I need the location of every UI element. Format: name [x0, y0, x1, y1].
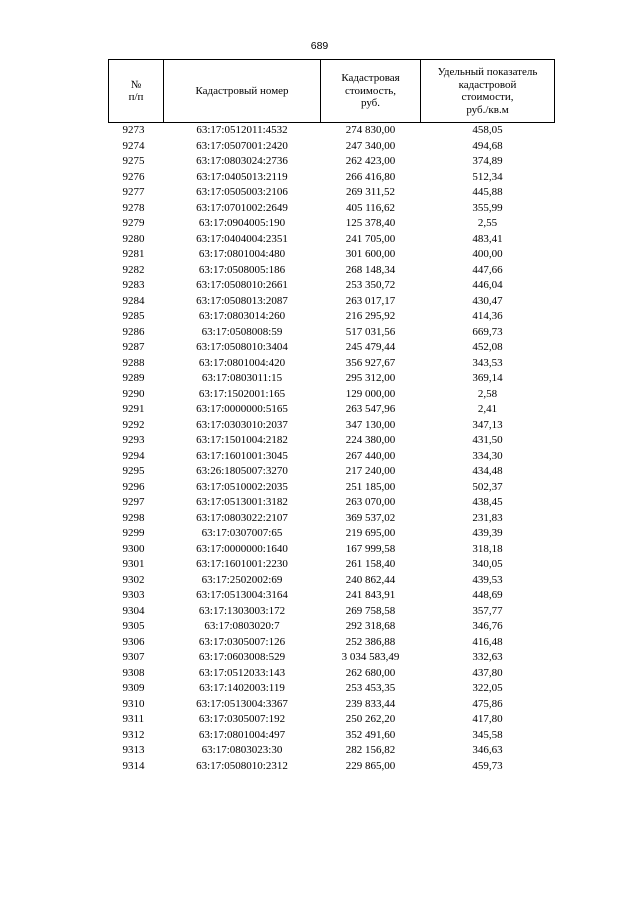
row-number: 9290 — [122, 387, 145, 400]
table-row — [109, 681, 555, 697]
table-row — [109, 573, 555, 589]
specific-rate: 439,53 — [472, 573, 503, 586]
row-number: 9281 — [122, 248, 145, 260]
cadastral-cost: 274 830,00 — [345, 124, 396, 136]
table-row — [109, 511, 555, 527]
row-number: 9295 — [122, 465, 145, 477]
table-row — [109, 418, 555, 434]
cadastral-number: 63:17:0801004:420 — [198, 356, 286, 369]
cadastral-cost: 240 862,44 — [345, 573, 396, 586]
cadastral-cost: 295 312,00 — [345, 372, 396, 384]
table-row — [109, 526, 555, 542]
cadastral-cost: 219 695,00 — [345, 527, 396, 539]
row-number: 9308 — [122, 666, 145, 679]
cadastral-cost: 263 017,17 — [345, 294, 396, 307]
table-row — [109, 123, 555, 139]
cadastral-number: 63:17:1402003:119 — [199, 682, 285, 694]
specific-rate: 357,77 — [472, 604, 503, 617]
row-number: 9274 — [122, 139, 145, 152]
cadastral-cost: 241 843,91 — [345, 589, 396, 601]
cadastral-number: 63:17:1502001:165 — [198, 387, 286, 400]
table-row — [109, 278, 555, 294]
cadastral-cost: 262 680,00 — [345, 666, 396, 679]
cadastral-cost: 129 000,00 — [345, 387, 396, 400]
cadastral-cost: 3 034 583,49 — [341, 651, 400, 663]
header-number-line: № — [130, 78, 142, 91]
header-specific-rate — [421, 60, 555, 123]
specific-rate: 322,05 — [472, 682, 503, 694]
specific-rate: 345,58 — [472, 728, 503, 741]
cadastral-cost: 167 999,58 — [345, 542, 396, 555]
cadastral-number: 63:17:0801004:497 — [198, 728, 286, 741]
specific-rate: 374,89 — [472, 155, 503, 167]
specific-rate: 416,48 — [472, 635, 503, 648]
specific-rate: 414,36 — [472, 310, 503, 322]
row-number: 9291 — [122, 403, 145, 415]
table-row — [109, 495, 555, 511]
header-rate-line: Удельный показатель — [437, 66, 538, 78]
row-number: 9289 — [122, 372, 145, 384]
table-row — [109, 604, 555, 620]
cadastral-cost: 252 386,88 — [345, 635, 396, 648]
specific-rate: 369,14 — [472, 372, 503, 384]
specific-rate: 347,13 — [472, 418, 503, 431]
table-row — [109, 480, 555, 496]
cadastral-cost: 405 116,62 — [345, 201, 396, 214]
cadastral-cost: 263 070,00 — [345, 496, 396, 508]
specific-rate: 340,05 — [472, 558, 503, 570]
specific-rate: 400,00 — [472, 248, 503, 260]
cadastral-cost: 268 148,34 — [345, 263, 396, 276]
row-number: 9286 — [122, 325, 145, 338]
cadastral-cost: 229 865,00 — [345, 759, 396, 772]
table-row — [109, 557, 555, 573]
table-body — [109, 123, 555, 775]
cadastral-number: 63:17:0803011:15 — [201, 372, 283, 384]
row-number: 9306 — [122, 635, 145, 648]
specific-rate: 417,80 — [472, 713, 503, 725]
row-number: 9300 — [122, 542, 145, 555]
header-cadastral-number: Кадастровый номер — [164, 60, 321, 123]
row-number: 9294 — [122, 449, 145, 462]
header-number — [109, 60, 164, 123]
cadastral-number: 63:17:1303003:172 — [198, 604, 286, 617]
row-number: 9298 — [122, 511, 145, 524]
row-number: 9288 — [122, 356, 145, 369]
specific-rate: 231,83 — [472, 511, 503, 524]
cadastral-cost: 239 833,44 — [345, 697, 396, 710]
cadastral-cost: 267 440,00 — [345, 449, 396, 462]
table-row — [109, 433, 555, 449]
specific-rate: 355,99 — [472, 201, 503, 214]
specific-rate: 475,86 — [472, 697, 503, 710]
cadastral-number: 63:17:0803014:260 — [198, 310, 286, 322]
header-rate-line: кадастровой — [458, 78, 517, 91]
row-number: 9283 — [122, 279, 145, 291]
cadastral-number: 63:17:0404004:2351 — [196, 232, 288, 245]
table-row — [109, 139, 555, 155]
table-row — [109, 356, 555, 372]
table-row — [109, 542, 555, 558]
cadastral-cost: 292 318,68 — [345, 620, 396, 632]
table-row — [109, 759, 555, 775]
specific-rate: 346,76 — [472, 620, 503, 632]
cadastral-number: 63:17:0305007:126 — [198, 635, 286, 648]
specific-rate: 334,30 — [472, 449, 503, 462]
row-number: 9311 — [122, 713, 145, 725]
row-number: 9282 — [122, 263, 145, 276]
row-number: 9276 — [122, 170, 145, 183]
specific-rate: 2,58 — [477, 387, 498, 400]
row-number: 9273 — [122, 124, 145, 136]
row-number: 9285 — [122, 310, 145, 322]
specific-rate: 494,68 — [472, 139, 503, 152]
cadastral-cost: 269 758,58 — [345, 604, 396, 617]
specific-rate: 445,88 — [472, 186, 503, 198]
cadastral-cost: 266 416,80 — [345, 170, 396, 183]
table-row — [109, 263, 555, 279]
table-row — [109, 666, 555, 682]
cadastral-value-table — [108, 59, 555, 774]
row-number: 9296 — [122, 480, 145, 493]
cadastral-cost: 245 479,44 — [345, 341, 396, 353]
specific-rate: 439,39 — [472, 527, 503, 539]
table-row — [109, 247, 555, 263]
row-number: 9301 — [122, 558, 145, 570]
row-number: 9313 — [122, 744, 145, 756]
cadastral-number: 63:17:2502002:69 — [201, 573, 283, 586]
table-row — [109, 232, 555, 248]
cadastral-number: 63:17:0801004:480 — [198, 248, 286, 260]
specific-rate: 2,55 — [477, 217, 498, 229]
cadastral-number: 63:17:0513004:3164 — [196, 589, 288, 601]
table-row — [109, 464, 555, 480]
table-row — [109, 216, 555, 232]
specific-rate: 343,53 — [472, 356, 503, 369]
row-number: 9292 — [122, 418, 145, 431]
specific-rate: 346,63 — [472, 744, 503, 756]
cadastral-number: 63:17:0303010:2037 — [196, 418, 288, 431]
cadastral-cost: 263 547,96 — [345, 403, 396, 415]
specific-rate: 512,34 — [472, 170, 503, 183]
cadastral-number: 63:17:0803024:2736 — [196, 155, 288, 167]
row-number: 9307 — [122, 651, 145, 663]
cadastral-cost: 352 491,60 — [345, 728, 396, 741]
table-header-row — [109, 60, 555, 123]
cadastral-cost: 262 423,00 — [345, 155, 396, 167]
table-row — [109, 340, 555, 356]
row-number: 9284 — [122, 294, 145, 307]
cadastral-cost: 253 453,35 — [345, 682, 396, 694]
cadastral-cost: 347 130,00 — [345, 418, 396, 431]
cadastral-number: 63:17:0508005:186 — [198, 263, 286, 276]
cadastral-cost: 282 156,82 — [345, 744, 396, 756]
specific-rate: 459,73 — [472, 759, 503, 772]
table-row — [109, 325, 555, 341]
specific-rate: 502,37 — [472, 480, 503, 493]
cadastral-number: 63:17:0803020:7 — [204, 620, 280, 632]
cadastral-cost: 247 340,00 — [345, 139, 396, 152]
cadastral-number: 63:17:0505003:2106 — [196, 186, 288, 198]
row-number: 9280 — [122, 232, 145, 245]
cadastral-cost: 125 378,40 — [345, 217, 396, 229]
specific-rate: 438,45 — [472, 496, 503, 508]
row-number: 9304 — [122, 604, 145, 617]
cadastral-number: 63:17:0803022:2107 — [196, 511, 288, 524]
cadastral-number: 63:17:0508010:2312 — [196, 759, 288, 772]
specific-rate: 458,05 — [472, 124, 503, 136]
header-rate-line: стоимости, — [461, 91, 514, 103]
row-number: 9310 — [122, 697, 145, 710]
cadastral-number: 63:17:1601001:3045 — [196, 449, 288, 462]
table-row — [109, 402, 555, 418]
table-row — [109, 635, 555, 651]
cadastral-number: 63:17:1601001:2230 — [196, 558, 288, 570]
table-row — [109, 728, 555, 744]
table-row — [109, 294, 555, 310]
table-row — [109, 170, 555, 186]
table-row — [109, 650, 555, 666]
cadastral-number: 63:17:0513004:3367 — [196, 697, 288, 710]
cadastral-cost: 356 927,67 — [345, 356, 396, 369]
cadastral-number: 63:17:0307007:65 — [201, 527, 283, 539]
header-cost-line: руб. — [360, 97, 381, 110]
header-rate-line: руб./кв.м — [466, 103, 509, 116]
table-row — [109, 712, 555, 728]
table-row — [109, 309, 555, 325]
row-number: 9302 — [122, 573, 145, 586]
row-number: 9277 — [122, 186, 145, 198]
cadastral-cost: 269 311,52 — [345, 186, 396, 198]
specific-rate: 448,69 — [472, 589, 503, 601]
specific-rate: 332,63 — [472, 651, 503, 663]
cadastral-cost: 369 537,02 — [345, 511, 396, 524]
table-row — [109, 588, 555, 604]
row-number: 9312 — [122, 728, 145, 741]
cadastral-number: 63:17:0508010:2661 — [196, 279, 288, 291]
table-row — [109, 201, 555, 217]
cadastral-cost: 250 262,20 — [345, 713, 396, 725]
cadastral-number: 63:17:0305007:192 — [198, 713, 286, 725]
table-row — [109, 619, 555, 635]
cadastral-cost: 261 158,40 — [345, 558, 396, 570]
cadastral-cost: 253 350,72 — [345, 279, 396, 291]
cadastral-number: 63:17:0000000:5165 — [196, 403, 288, 415]
row-number: 9278 — [122, 201, 145, 214]
cadastral-cost: 517 031,56 — [345, 325, 396, 338]
table-row — [109, 743, 555, 759]
specific-rate: 434,48 — [472, 465, 503, 477]
specific-rate: 318,18 — [472, 542, 503, 555]
cadastral-number: 63:17:0512033:143 — [198, 666, 286, 679]
specific-rate: 2,41 — [477, 403, 498, 415]
cadastral-number: 63:26:1805007:3270 — [196, 465, 288, 477]
header-number-line: п/п — [128, 91, 144, 103]
row-number: 9314 — [122, 759, 145, 772]
row-number: 9297 — [122, 496, 145, 508]
row-number: 9279 — [122, 217, 145, 229]
cadastral-number: 63:17:1501004:2182 — [196, 434, 288, 446]
header-cadastral-cost — [321, 60, 421, 123]
cadastral-number: 63:17:0904005:190 — [198, 217, 286, 229]
specific-rate: 669,73 — [472, 325, 503, 338]
specific-rate: 446,04 — [472, 279, 503, 291]
row-number: 9275 — [122, 155, 145, 167]
row-number: 9303 — [122, 589, 145, 601]
cadastral-number: 63:17:0405013:2119 — [196, 170, 288, 183]
row-number: 9305 — [122, 620, 145, 632]
cadastral-number: 63:17:0603008:529 — [198, 651, 286, 663]
cadastral-number: 63:17:0000000:1640 — [196, 542, 288, 555]
cadastral-cost: 251 185,00 — [345, 480, 396, 493]
specific-rate: 483,41 — [472, 232, 503, 245]
header-cost-line: Кадастровая — [341, 72, 400, 85]
cadastral-cost: 301 600,00 — [345, 248, 396, 260]
cadastral-number: 63:17:0803023:30 — [201, 744, 283, 756]
row-number: 9299 — [122, 527, 145, 539]
table-row — [109, 387, 555, 403]
cadastral-number: 63:17:0508010:3404 — [196, 341, 288, 353]
specific-rate: 437,80 — [472, 666, 503, 679]
cadastral-number: 63:17:0508008:59 — [201, 325, 283, 338]
specific-rate: 430,47 — [472, 294, 503, 307]
table-row — [109, 697, 555, 713]
table-row — [109, 371, 555, 387]
specific-rate: 447,66 — [472, 263, 503, 276]
row-number: 9309 — [122, 682, 145, 694]
table-row — [109, 449, 555, 465]
cadastral-number: 63:17:0508013:2087 — [196, 294, 288, 307]
cadastral-cost: 224 380,00 — [345, 434, 396, 446]
cadastral-number: 63:17:0701002:2649 — [196, 201, 288, 214]
specific-rate: 431,50 — [472, 434, 503, 446]
header-cost-line: стоимость, — [344, 84, 397, 97]
cadastral-number: 63:17:0513001:3182 — [196, 496, 288, 508]
page-number: 689 — [310, 40, 329, 52]
cadastral-cost: 241 705,00 — [345, 232, 396, 245]
cadastral-number: 63:17:0512011:4532 — [196, 124, 288, 136]
row-number: 9293 — [122, 434, 145, 446]
table-row — [109, 154, 555, 170]
cadastral-cost: 217 240,00 — [345, 465, 396, 477]
cadastral-cost: 216 295,92 — [345, 310, 396, 322]
table-row — [109, 185, 555, 201]
specific-rate: 452,08 — [472, 341, 503, 353]
cadastral-number: 63:17:0507001:2420 — [196, 139, 288, 152]
cadastral-number: 63:17:0510002:2035 — [196, 480, 288, 493]
row-number: 9287 — [122, 341, 145, 353]
